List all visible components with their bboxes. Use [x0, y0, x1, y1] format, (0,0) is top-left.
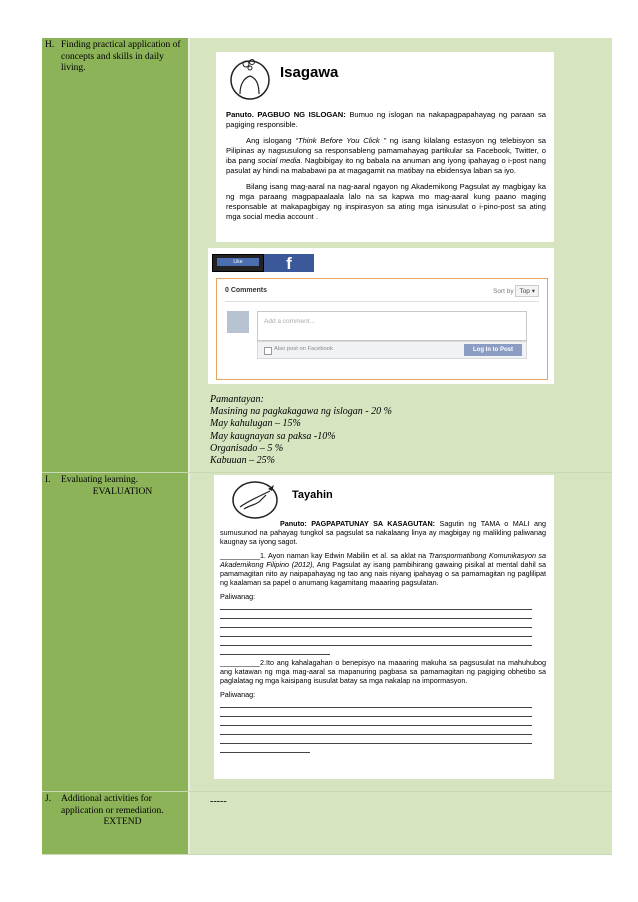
- row-letter: J.: [45, 794, 52, 804]
- table-row-j: [42, 792, 612, 855]
- row-label: Evaluating learning.: [61, 475, 139, 485]
- row-label: Additional activities for application or remediation.: [61, 794, 164, 816]
- isagawa-panuto-text: Bumuo ng islogan na nakapagpapahayag ng paraan sa pagiging responsible.: [226, 110, 546, 129]
- question-1-pre: __________1. Ayon naman kay Edwin Mabilin et al. sa aklat na: [220, 551, 429, 560]
- row-sublabel: EXTEND: [103, 817, 142, 827]
- sort-select: Top ▾: [515, 285, 539, 297]
- thinking-head-icon: [226, 56, 274, 100]
- row-label-cell: [42, 38, 190, 472]
- also-post-checkbox: [264, 347, 272, 355]
- tayahin-panuto-text: Sagutin ng TAMA o MALI ang sumusunod na pahayag tungkol sa pagsulat sa nakalaang linya ay magbigay ng malikling paliwanag kaugnay sa iyong sagot.: [220, 519, 546, 546]
- question-1-post: Ang Pagsulat ay isang pambihirang gawaing pisikal at mental dahil sa pamamagitan nito ay naipapahayag ng tao ang nais niyang ipahayag o sa pamamagitan ng paglilipat ng kaalaman sa papel o anumang kagamitang maaaring pagsulatan.: [220, 560, 546, 587]
- criteria-line: Organisado – 5 %: [210, 442, 284, 454]
- tayahin-body: [220, 519, 546, 753]
- comment-input: Add a comment...: [257, 311, 527, 341]
- row-letter: H.: [45, 40, 55, 50]
- criteria-line: Kabuuan – 25%: [210, 455, 275, 467]
- sort-control: [493, 285, 539, 297]
- isagawa-title: Isagawa: [280, 64, 339, 81]
- isagawa-panuto-label: Panuto. PAGBUO NG ISLOGAN:: [226, 110, 346, 119]
- answer-lines: [220, 699, 546, 753]
- isagawa-p1-quote: “Think Before You Click ”: [295, 136, 386, 145]
- like-label: Like: [217, 258, 259, 266]
- comments-box: [216, 278, 548, 380]
- isagawa-p1-pre: Ang islogang: [246, 136, 296, 145]
- table-row-h: [42, 38, 612, 473]
- facebook-comments-image: [208, 248, 554, 384]
- row-sublabel: EVALUATION: [92, 486, 153, 497]
- like-button: [212, 254, 264, 272]
- row-content-cell: [190, 473, 612, 791]
- tayahin-panuto-label: Panuto: PAGPAPATUNAY SA KASAGUTAN:: [280, 519, 436, 528]
- extend-content: -----: [210, 796, 227, 807]
- pamantayan-criteria: [210, 394, 392, 467]
- tayahin-activity-image: [214, 475, 554, 779]
- also-post-label: Also post on Facebook: [274, 346, 333, 352]
- table-row-i: [42, 473, 612, 792]
- isagawa-p1-mid: ng isang kilalang estasyon ng telebisyon sa Pilipinas ay nagsusulong sa responsableng pamamahayag partikular sa Facebook, Twitter, o iba pang: [226, 136, 546, 165]
- sort-label: Sort by: [493, 288, 514, 295]
- criteria-line: Masining na pagkakagawa ng islogan - 20 %: [210, 406, 392, 418]
- isagawa-p2: Bilang isang mag-aaral na nag-aaral ngayon ng Akademikong Pagsulat ay magbigay ka ng mga paraang magpapaalaala lalo na sa kapwa mo mag-aaral kung paano maging responsable at makapagbigay ng inspirasyon sa ating mga isinusulat o i-pino-post sa ating mga social media account .: [226, 182, 546, 221]
- lesson-plan-table: [42, 38, 612, 855]
- tayahin-title: Tayahin: [292, 489, 333, 501]
- isagawa-p1-em: social media: [257, 156, 301, 165]
- login-to-post-button: Log In to Post: [464, 344, 522, 356]
- question-1-em: Transpormatibong Komunikasyon sa Akademikong Filipino (2012),: [220, 551, 546, 569]
- facebook-logo-icon: f: [264, 254, 314, 272]
- criteria-line: Pamantayan:: [210, 394, 264, 405]
- criteria-line: May kahulugan – 15%: [210, 418, 301, 430]
- row-letter: I.: [45, 475, 51, 485]
- comment-footer: [257, 341, 527, 359]
- writing-hand-icon: [230, 479, 280, 521]
- avatar: [227, 311, 249, 333]
- paliwanag-label: Paliwanag:: [220, 690, 256, 699]
- question-2: __________2.Ito ang kahalagahan o benepisyo na maaaring makuha sa pagsusulat na mahuhubog ang katawan ng mga mag-aaral sa mapanuring pagbasa sa pamamagitan ng pagiging obhetibo sa paglalatag ng mga kaisipang isusulat batay sa mga nakalap na impormasyon.: [220, 658, 546, 685]
- row-label: Finding practical application of concepts and skills in daily living.: [61, 40, 181, 73]
- row-label-cell: [42, 792, 190, 854]
- row-content-cell: [190, 38, 612, 472]
- comments-count: 0 Comments: [225, 287, 268, 294]
- isagawa-body: [226, 110, 546, 228]
- isagawa-activity-image: [216, 52, 554, 242]
- divider: [225, 301, 539, 302]
- paliwanag-label: Paliwanag:: [220, 592, 256, 601]
- row-label-cell: [42, 473, 190, 791]
- row-content-cell: [190, 792, 612, 854]
- answer-lines: [220, 601, 546, 655]
- isagawa-p1-post: . Nagbibigay ito ng babala na anuman ang iyong ipahayag o i-post nang pasulat ay hindi na mababawi pa at magagamit na matibay na ebidensya laban sa iyo.: [226, 156, 546, 175]
- criteria-line: May kaugnayan sa paksa -10%: [210, 430, 336, 442]
